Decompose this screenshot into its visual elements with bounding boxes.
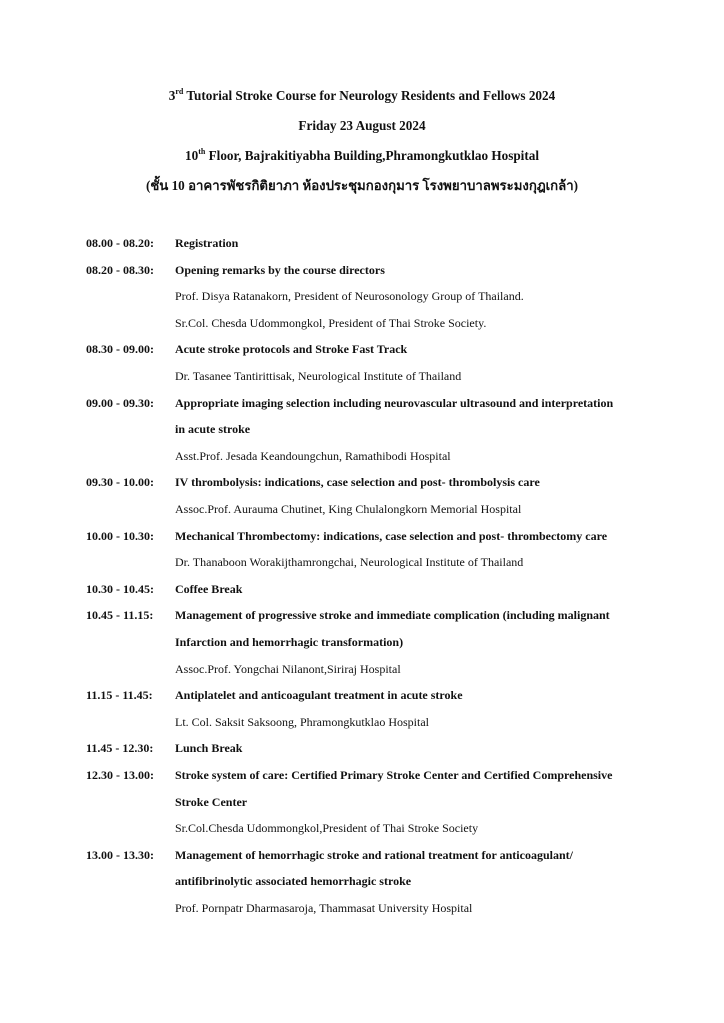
session-title: Coffee Break (175, 581, 243, 596)
session-time: 12.30 - 13.00: (86, 768, 154, 782)
speaker-info: Sr.Col.Chesda Udommongkol,President of Thai Stroke Society (175, 821, 479, 836)
session-title: antifibrinolytic associated hemorrhagic stroke (175, 874, 412, 889)
speaker-info: Asst.Prof. Jesada Keandoungchun, Ramathibodi Hospital (175, 448, 451, 463)
session-title: Opening remarks by the course directors (175, 262, 385, 277)
session-time: 13.00 - 13.30: (86, 847, 154, 862)
header-title (0, 88, 724, 104)
session-title: Registration (175, 236, 239, 250)
session-title: Infarction and hemorrhagic transformation) (175, 635, 404, 649)
header-date: Friday 23 August 2024 (298, 118, 426, 133)
title-ordinal: 3 (168, 88, 176, 103)
session-title: Acute stroke protocols and Stroke Fast Track (175, 342, 408, 357)
session-title: IV thrombolysis: indications, case selection and post- thrombolysis care (175, 475, 540, 490)
session-title: Management of hemorrhagic stroke and rational treatment for anticoagulant/ (175, 847, 573, 862)
speaker-info: Prof. Pornpatr Dharmasaroja, Thammasat University Hospital (175, 901, 473, 915)
session-title: Management of progressive stroke and immediate complication (including malignant (175, 608, 610, 623)
speaker-info: Dr. Tasanee Tantirittisak, Neurological Institute of Thailand (175, 369, 462, 383)
header-venue-thai: (ชั้น 10 อาคารพัชรกิติยาภา ห้องประชุมกองกุมาร โรงพยาบาลพระมงกุฎเกล้า) (145, 178, 579, 193)
session-title: Antiplatelet and anticoagulant treatment in acute stroke (175, 688, 463, 703)
session-time: 11.15 - 11.45: (86, 688, 153, 703)
session-title: Lunch Break (175, 741, 243, 756)
session-title: Mechanical Thrombectomy: indications, case selection and post- thrombectomy care (175, 528, 608, 543)
session-title: Stroke system of care: Certified Primary Stroke Center and Certified Comprehensive (175, 768, 613, 782)
session-time: 08.20 - 08.30: (86, 262, 154, 277)
session-title: Appropriate imaging selection including neurovascular ultrasound and interpretation (175, 395, 614, 410)
session-time: 10.45 - 11.15: (86, 608, 154, 623)
session-time: 09.30 - 10.00: (86, 475, 154, 490)
venue-text: Floor, Bajrakitiyabha Building,Phramongkutklao Hospital (205, 148, 539, 163)
venue-ordinal-suffix: th (198, 147, 206, 156)
venue-ordinal: 10 (185, 148, 199, 163)
session-time: 09.00 - 09.30: (86, 395, 154, 410)
header-venue (0, 148, 724, 164)
session-title: in acute stroke (175, 422, 251, 437)
session-time: 11.45 - 12.30: (86, 741, 154, 756)
speaker-info: Dr. Thanaboon Worakijthamrongchai, Neurological Institute of Thailand (175, 555, 524, 570)
title-text: Tutorial Stroke Course for Neurology Residents and Fellows 2024 (183, 88, 556, 103)
session-title: Stroke Center (175, 794, 248, 809)
session-time: 08.00 - 08.20: (86, 236, 154, 250)
session-time: 08.30 - 09.00: (86, 342, 154, 357)
speaker-info: Assoc.Prof. Aurauma Chutinet, King Chulalongkorn Memorial Hospital (175, 502, 522, 516)
title-ordinal-suffix: rd (175, 87, 184, 96)
session-time: 10.30 - 10.45: (86, 581, 154, 596)
session-time: 10.00 - 10.30: (86, 528, 154, 543)
speaker-info: Prof. Disya Ratanakorn, President of Neurosonology Group of Thailand. (175, 289, 524, 304)
speaker-info: Assoc.Prof. Yongchai Nilanont,Siriraj Hospital (175, 661, 401, 676)
speaker-info: Sr.Col. Chesda Udommongkol, President of Thai Stroke Society. (175, 315, 487, 330)
speaker-info: Lt. Col. Saksit Saksoong, Phramongkutklao Hospital (175, 714, 429, 729)
